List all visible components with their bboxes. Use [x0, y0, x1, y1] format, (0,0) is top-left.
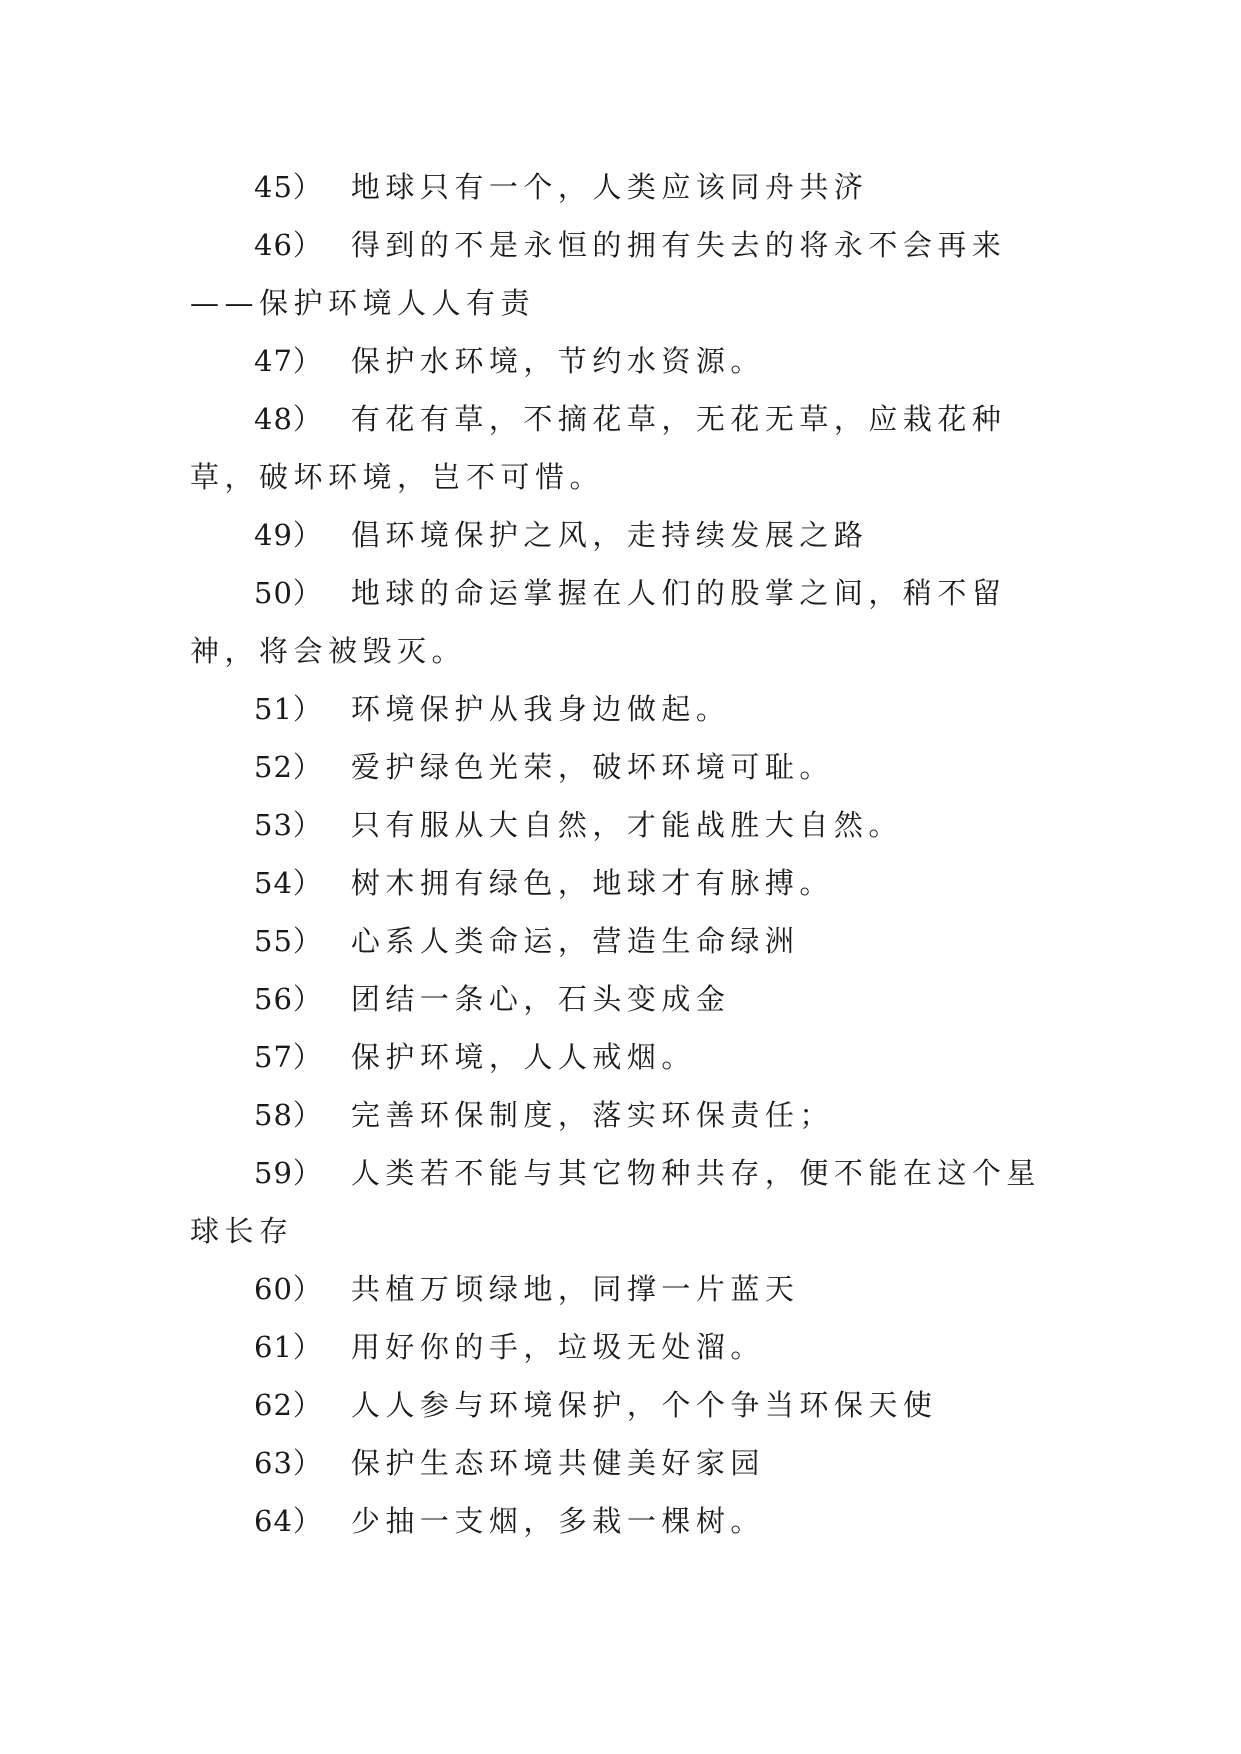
item-text: 完善环保制度，落实环保责任；: [350, 1098, 834, 1132]
item-number: 57）: [254, 1040, 323, 1074]
item-number: 64）: [254, 1504, 323, 1538]
list-item: [190, 1028, 1060, 1086]
item-number: 47）: [254, 344, 323, 378]
list-item: [190, 738, 1060, 796]
list-item: [190, 216, 1060, 332]
item-number: 49）: [254, 518, 323, 552]
item-number: 61）: [254, 1330, 323, 1364]
item-text: 团结一条心，石头变成金: [350, 982, 731, 1016]
list-item: [190, 564, 1060, 680]
item-text: 地球的命运掌握在人们的股掌之间，稍不留神，将会被毁灭。: [190, 576, 1007, 668]
item-number: 54）: [254, 866, 323, 900]
item-number: 60）: [254, 1272, 323, 1306]
list-item: [190, 912, 1060, 970]
item-number: 58）: [254, 1098, 323, 1132]
item-text: 人人参与环境保护，个个争当环保天使: [350, 1388, 938, 1422]
item-number: 45）: [254, 170, 323, 204]
item-text: 环境保护从我身边做起。: [350, 692, 731, 726]
item-text: 人类若不能与其它物种共存，便不能在这个星球长存: [190, 1156, 1041, 1248]
list-item: [190, 796, 1060, 854]
list-item: [190, 680, 1060, 738]
list-item: [190, 1492, 1060, 1550]
item-text: 心系人类命运，营造生命绿洲: [350, 924, 800, 958]
item-number: 52）: [254, 750, 323, 784]
list-item: [190, 1086, 1060, 1144]
item-text: 用好你的手，垃圾无处溜。: [350, 1330, 765, 1364]
list-item: [190, 1318, 1060, 1376]
item-text: 爱护绿色光荣，破坏环境可耻。: [350, 750, 834, 784]
item-number: 55）: [254, 924, 323, 958]
item-text: 树木拥有绿色，地球才有脉搏。: [350, 866, 834, 900]
item-number: 62）: [254, 1388, 323, 1422]
item-number: 56）: [254, 982, 323, 1016]
item-number: 48）: [254, 402, 323, 436]
list-item: [190, 1376, 1060, 1434]
list-item: [190, 506, 1060, 564]
item-text: 保护生态环境共健美好家园: [350, 1446, 765, 1480]
item-text: 保护环境，人人戒烟。: [350, 1040, 696, 1074]
item-text: 只有服从大自然，才能战胜大自然。: [350, 808, 903, 842]
list-item: [190, 1144, 1060, 1260]
item-number: 63）: [254, 1446, 323, 1480]
item-text: 地球只有一个，人类应该同舟共济: [350, 170, 869, 204]
item-text: 共植万顷绿地，同撑一片蓝天: [350, 1272, 800, 1306]
list-item: [190, 970, 1060, 1028]
list-item: [190, 854, 1060, 912]
slogan-list: [190, 158, 1060, 1550]
item-text: 倡环境保护之风，走持续发展之路: [350, 518, 869, 552]
item-text: 少抽一支烟，多栽一棵树。: [350, 1504, 765, 1538]
list-item: [190, 1260, 1060, 1318]
item-number: 50）: [254, 576, 323, 610]
item-number: 53）: [254, 808, 323, 842]
list-item: [190, 332, 1060, 390]
item-text: 有花有草，不摘花草，无花无草，应栽花种草，破坏环境，岂不可惜。: [190, 402, 1007, 494]
item-text: 保护水环境，节约水资源。: [350, 344, 765, 378]
list-item: [190, 390, 1060, 506]
item-number: 51）: [254, 692, 323, 726]
item-number: 46）: [254, 228, 323, 262]
item-number: 59）: [254, 1156, 323, 1190]
item-text: 得到的不是永恒的拥有失去的将永不会再来——保护环境人人有责: [190, 228, 1007, 320]
list-item: [190, 1434, 1060, 1492]
list-item: [190, 158, 1060, 216]
